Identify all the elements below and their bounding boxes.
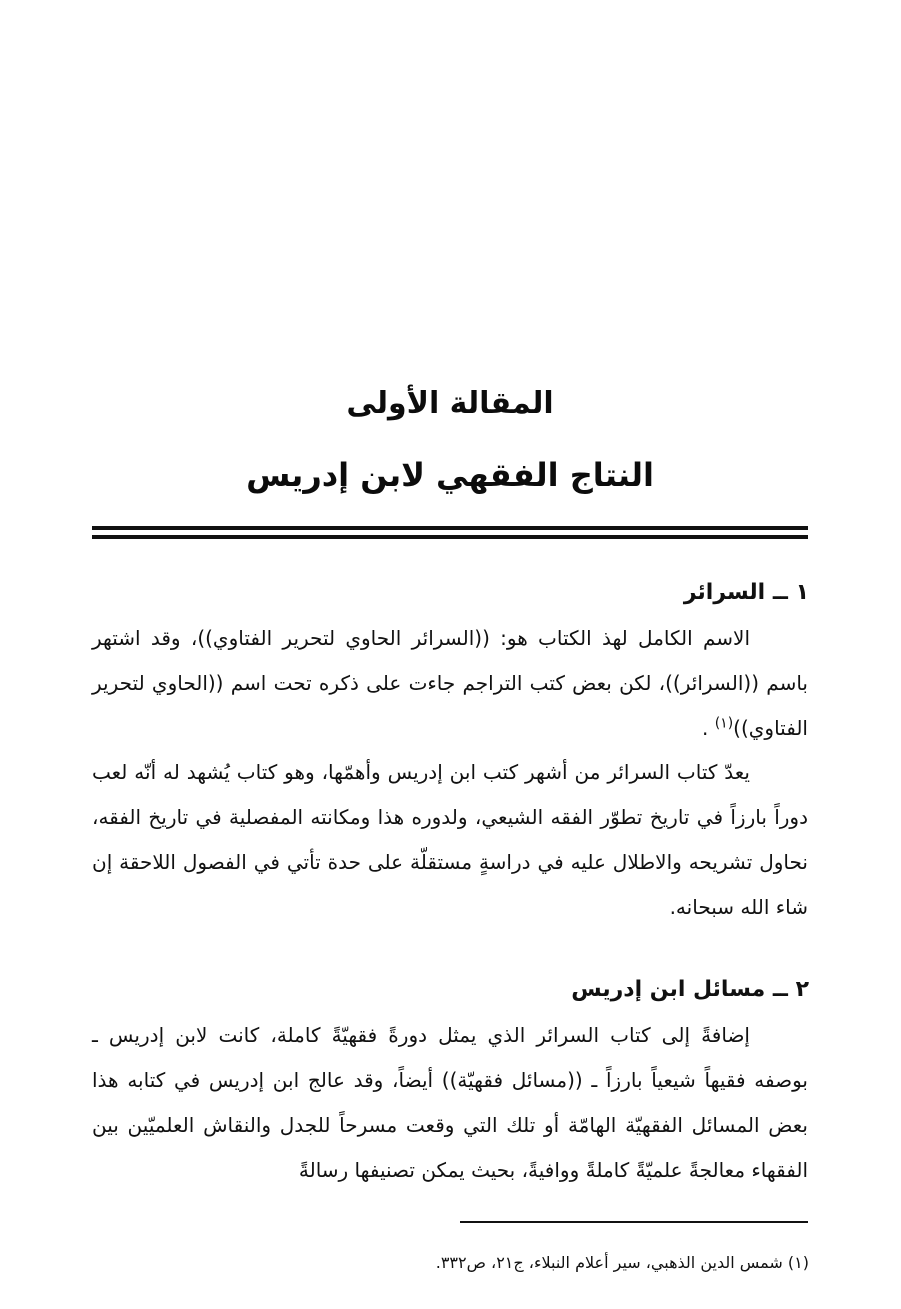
footnote-separator [460,1221,808,1223]
section-heading-1: ١ ــ السرائر [683,580,809,605]
article-title: المقالة الأولى [346,386,554,421]
footnote: (١) شمس الدين الذهبي، سير أعلام النبلاء، ج٢١، ص٣٣٢. [435,1253,809,1272]
footnote-reference: (١) [714,715,734,732]
section-2-paragraph-1: إضافةً إلى كتاب السرائر الذي يمثل دورةً فقهيّةً كاملة، كانت لابن إدريس ـ بوصفه فقيهاً شيعياً بارزاً ـ ((مسائل فقهيّة)) أيضاً، وقد عالج ابن إدريس في كتابه هذا بعض المسائل الفقهيّة الهامّة أو تلك التي وقعت مسرحاً للجدل والنقاش العلميّين بين الفقهاء معالجةً علميّةً كاملةً ووافيةً، بحيث يمكن تصنيفها رسالةً [92,1023,808,1182]
section-1-paragraph-1 [92,616,808,751]
title-double-rule [92,526,808,539]
article-subtitle: النتاج الفقهي لابن إدريس [246,456,654,494]
section-heading-2: ٢ ــ مسائل ابن إدريس [571,977,809,1002]
paragraph-text: الاسم الكامل لهذ الكتاب هو: ((السرائر الحاوي لتحرير الفتاوي))، وقد اشتهر باسم ((السرائر))، لكن بعض كتب التراجم جاءت على ذكره تحت اسم ((الحاوي لتحرير الفتاوي)) [92,626,808,740]
paragraph-tail: . [701,716,715,740]
section-1-paragraph-2: يعدّ كتاب السرائر من أشهر كتب ابن إدريس وأهمّها، وهو كتاب يُشهد له أنّه لعب دوراً بارزاً في تاريخ تطوّر الفقه الشيعي، ولدوره هذا ومكانته المفصلية في تاريخ الفقه، نحاول تشريحه والاطلال عليه في دراسةٍ مستقلّة على حدة تأتي في الفصول اللاحقة إن شاء الله سبحانه. [92,760,808,919]
